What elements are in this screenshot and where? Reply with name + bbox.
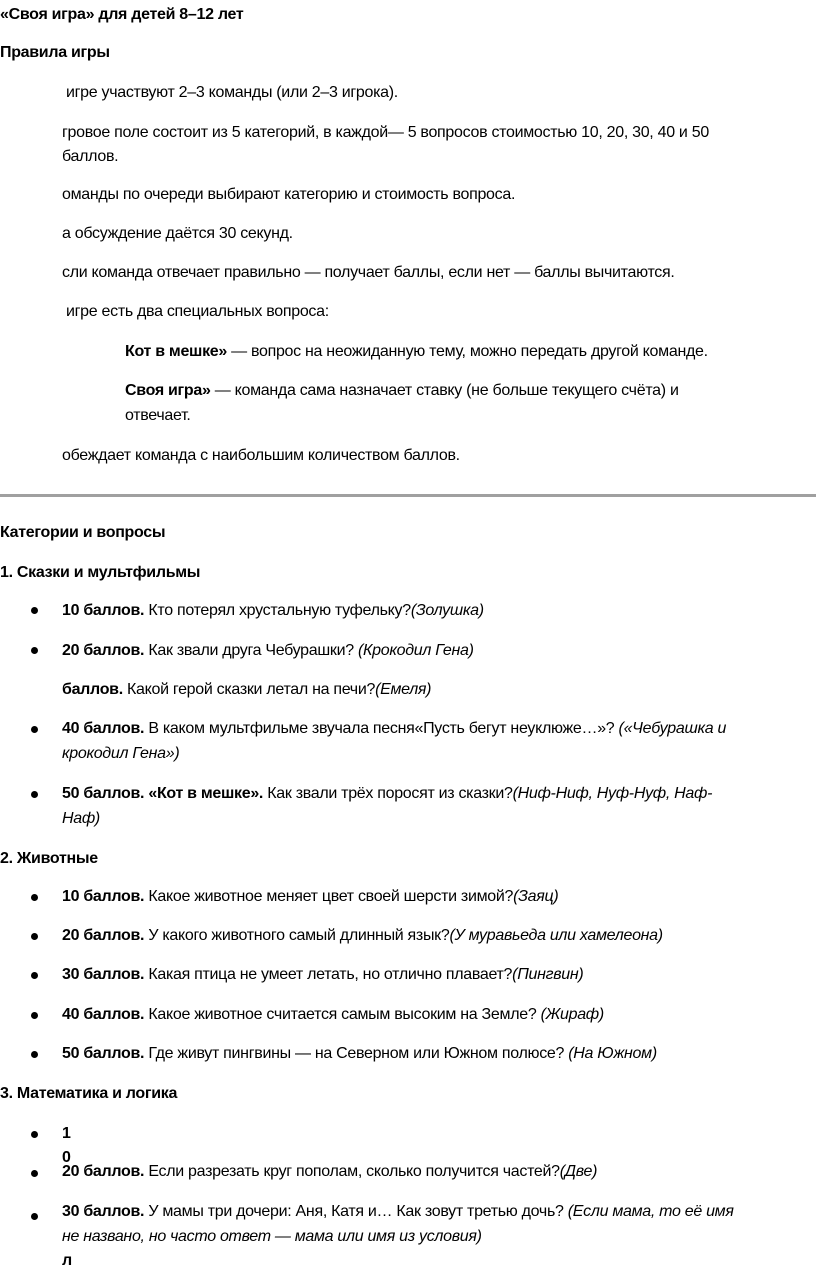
bullet-icon (31, 1213, 38, 1220)
points: 20 баллов. (62, 927, 145, 944)
bullet-icon (31, 726, 38, 733)
question-item (62, 677, 431, 703)
answer: не названо, но часто ответ — мама или имя из условия) (62, 1228, 482, 1245)
points: 10 баллов. (62, 888, 145, 905)
question-item (62, 1159, 597, 1185)
question-item (62, 598, 484, 624)
points: 20 баллов. (62, 642, 145, 659)
bullet-icon (31, 1170, 38, 1177)
answer: (На Южном) (564, 1045, 657, 1062)
special-name: Своя игра» (125, 382, 211, 399)
answer: (Заяц) (513, 888, 559, 905)
question-item (62, 923, 663, 949)
question-item (62, 1041, 657, 1067)
categories-heading: Категории и вопросы (0, 524, 166, 541)
bullet-icon (31, 647, 38, 654)
answer: (Емеля) (375, 681, 432, 698)
question-item (62, 1002, 604, 1028)
question: У какого животного самый длинный язык? (144, 927, 450, 944)
document-title: «Своя игра» для детей 8–12 лет (0, 6, 244, 23)
special-question (125, 378, 679, 404)
category-title: 2. Животные (0, 850, 98, 867)
question-item (62, 781, 712, 807)
special-question (125, 339, 708, 365)
answer-cont (62, 741, 179, 767)
special-desc: — команда сама назначает ставку (не больше текущего счёта) и (210, 382, 679, 399)
question: Какой герой сказки летал на печи? (122, 681, 376, 698)
answer: Наф) (62, 810, 100, 827)
answer: крокодил Гена») (62, 745, 180, 762)
bullet-icon (31, 933, 38, 940)
points: 30 баллов. (62, 966, 145, 983)
rule-item: игре участвуют 2–3 команды (или 2–3 игрока). (66, 84, 398, 101)
answer: (Пингвин) (512, 966, 584, 983)
answer-cont (62, 806, 100, 832)
bullet-icon (31, 1131, 38, 1138)
points-fragment: 0 (62, 1149, 71, 1166)
bullet-icon (31, 1012, 38, 1019)
rule-item: гровое поле состоит из 5 категорий, в каждой— 5 вопросов стоимостью 10, 20, 30, 40 и 50 (62, 124, 709, 141)
question-item (62, 716, 726, 742)
answer: (Жираф) (536, 1006, 604, 1023)
points: 40 баллов. (62, 720, 145, 737)
points: 10 баллов. (62, 602, 145, 619)
special-name: Кот в мешке» (125, 343, 227, 360)
points: 50 баллов. (62, 1045, 145, 1062)
question: Какое животное считается самым высоким на Земле? (144, 1006, 537, 1023)
rule-item-cont: баллов. (62, 148, 119, 165)
rules-heading: Правила игры (0, 44, 110, 61)
rule-item: оманды по очереди выбирают категорию и стоимость вопроса. (62, 186, 516, 203)
answer: (Крокодил Гена) (353, 642, 474, 659)
rule-item: игре есть два специальных вопроса: (66, 303, 329, 320)
answer: (Ниф-Ниф, Нуф-Нуф, Наф- (512, 785, 713, 802)
points: 30 баллов. (62, 1203, 145, 1220)
rule-item: а обсуждение даётся 30 секунд. (62, 225, 293, 242)
answer: («Чебурашка и (614, 720, 727, 737)
stray-fragment: л (62, 1252, 72, 1266)
question-item (62, 1199, 734, 1225)
question: Как звали друга Чебурашки? (144, 642, 354, 659)
question: Кто потерял хрустальную туфельку? (144, 602, 411, 619)
question: Где живут пингвины — на Северном или Южном полюсе? (144, 1045, 565, 1062)
answer-cont (62, 1224, 482, 1250)
answer: (У муравьеда или хамелеона) (449, 927, 663, 944)
category-title: 3. Математика и логика (0, 1085, 178, 1102)
points: 20 баллов. (62, 1163, 145, 1180)
question-item (62, 884, 558, 910)
special-desc: — вопрос на неожиданную тему, можно передать другой команде. (226, 343, 708, 360)
rule-item: сли команда отвечает правильно — получает баллы, если нет — баллы вычитаются. (62, 264, 675, 281)
bullet-icon (31, 972, 38, 979)
answer: (Если мама, то её имя (563, 1203, 734, 1220)
points: баллов. (62, 681, 123, 698)
points: 50 баллов. «Кот в мешке». (62, 785, 264, 802)
question: В каком мультфильме звучала песня«Пусть бегут неуклюже…»? (144, 720, 615, 737)
section-divider (0, 494, 816, 497)
bullet-icon (31, 607, 38, 614)
question-item (62, 638, 474, 664)
category-title: 1. Сказки и мультфильмы (0, 564, 201, 581)
question: Какая птица не умеет летать, но отлично плавает? (144, 966, 513, 983)
points-fragment: 1 (62, 1125, 71, 1142)
bullet-icon (31, 791, 38, 798)
question-item (62, 962, 583, 988)
answer: (Две) (559, 1163, 598, 1180)
bullet-icon (31, 1051, 38, 1058)
bullet-icon (31, 894, 38, 901)
question: Какое животное меняет цвет своей шерсти зимой? (144, 888, 514, 905)
question: Как звали трёх поросят из сказки? (263, 785, 513, 802)
points: 40 баллов. (62, 1006, 145, 1023)
rule-final: обеждает команда с наибольшим количеством баллов. (62, 447, 460, 464)
question: Если разрезать круг пополам, сколько получится частей? (144, 1163, 560, 1180)
special-desc-cont: отвечает. (125, 407, 191, 424)
answer: (Золушка) (410, 602, 484, 619)
question: У мамы три дочери: Аня, Катя и… Как зовут третью дочь? (144, 1203, 564, 1220)
